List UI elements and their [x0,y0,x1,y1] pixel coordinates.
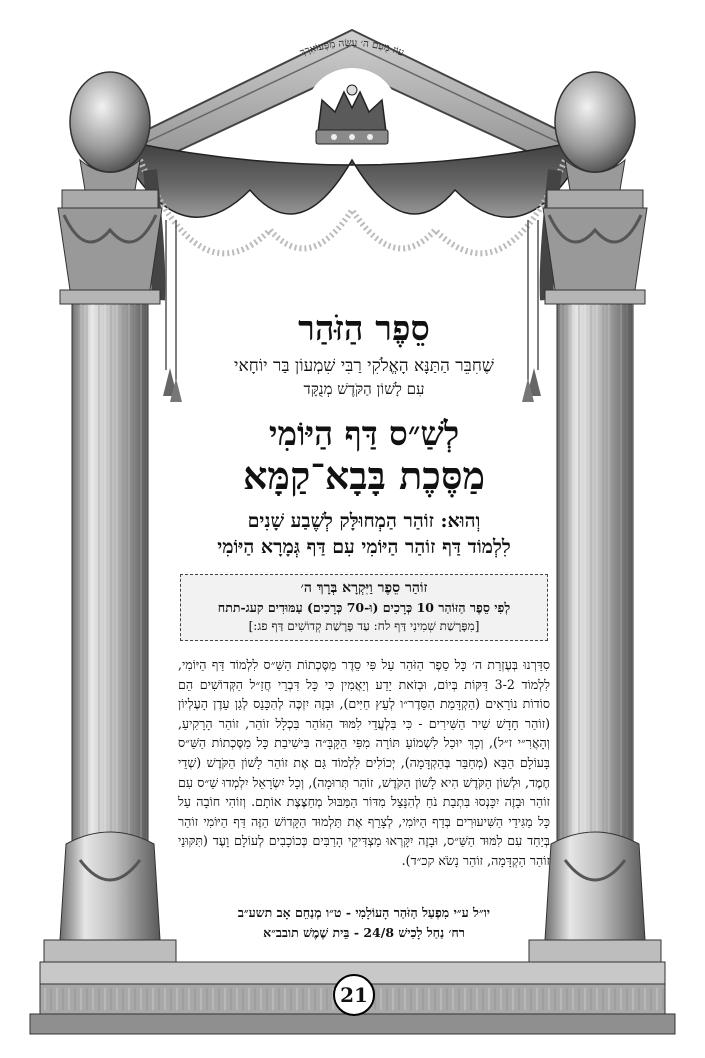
book-title: סֵפֶר הַזֹּהַר [298,309,430,349]
publisher-footer [178,903,550,943]
tractate-title: מַסֶּכֶת בָּבָא־קַמָּא [243,453,485,498]
page-number: 21 [333,974,375,1016]
address-line: רח׳ נַחַל לָכִישׁ 24/8 - בֵּית שֶׁמֶשׁ תובב״א [263,924,465,940]
publisher-line: יו״ל ע״י מִפְעַל הַזֹּהַר הָעוֹלָמִי - ט״ו מְנַחֵם אָב תשע״ב [237,904,491,920]
tagline-primary: וְהוּא: זוֹהַר הַמְחוּלָּק לְשֶׁבַע שָׁנִים [247,510,481,532]
language-note: עִם לָשׁוֹן הַקֹּדֶשׁ מְנֻקָּד [303,380,425,398]
contents-box-volumes: לְפִי סֵפֶר הַזּוֹהַר 10 כְּרָכִים (וּ-70 כְּרָכִים) עַמּוּדִים קעג-תתח [217,600,511,615]
contents-box-title: זוֹהַר סֵפֶר וַיִּקְרָא בְּרָךְ ה׳ [300,580,428,596]
left-column [44,72,176,966]
arch-inscription: עוֹז מֵעַם ה׳ עִשָּׂה מִפְּעוֹאִרָךְ [298,37,406,59]
contents-box-range: [מִפָּרָשַׁת שְׁמִינִי דַּף לח: עַד פָּרָשַׁת קְדוֹשִׁים דַּף פג:] [248,619,480,633]
author-line: שֶׁחִבֵּר הַתַּנָּא הָאֱלֹקִי רַבִּי שִׁמְעוֹן בַּר יוֹחָאי [234,356,494,376]
series-title: לְשַׁ״ס דַּף הַיּוֹמִי [268,414,460,453]
title-page-content [178,300,550,943]
crown-icon [306,68,398,156]
tagline-secondary: לִלְמוֹד דַּף זוֹהַר הַיּוֹמִי עִם דַּף גְּמָרָא הַיּוֹמִי [217,536,511,558]
contents-box [180,574,548,641]
intro-paragraph: סִדַּרְנוּ בְּעֶזְרַת ה׳ כָּל סֵפֶר הַזֹּהַר עַל פִּי סֵדֶר מַסֶּכְתוֹת הַשַּׁ״ס לִלְמוֹד דַּף הַיּוֹמִי, לִלְמוֹד 3-2 דַּקּוֹת בְּיוֹם, וּבְזֹאת יֵדַע וְיַאֲמִין כִּי כָּל דִּבְרֵי חֲזַ״ל הַקְּדוֹשִׁים הֵם סוֹדוֹת נוֹרָאִים (הַקְדָּמַת הַסֵּדֶר״ו לְעֵץ חַיִּים), וּבָזֶה יִזְכֶּה לְהִכָּנֵס לְגַן עֵדֶן הָעֶלְיוֹן (זוֹהַר חָדָשׁ שִׁיר הַשִּׁירִים - כִּי בִּלְעֲדֵי לִמּוּד הַזּוֹהַר בִּכְלָל זוֹהַר, זוֹהַר הָרָקִיעַ, וְהָאֲרִ״י ז״ל), וְכָךְ יוּכַל לִשְׁמוֹעַ תּוֹרָה מִפִּי הַקָּבָּ״ה בִּישִׁיבַת כָּל מַסֶּכְתוֹת הַשַּׁ״ס בָּעוֹלָם הַבָּא (מְחַבֵּר בְּהַקְדָּמָה), יְכוֹלִים לִלְמוֹד גַּם אֶת זוֹהַר לָשׁוֹן הַקֹּדֶשׁ (שְׁדֵי חֶמֶד, וּלְשׁוֹן הַקֹּדֶשׁ הִיא לָשׁוֹן הַקֹּדֶשׁ, זוֹהַר תְּרוּמָה), וְכָל יִשְׂרָאֵל יִלְמְדוּ שַׁ״ס עִם זוֹהַר וּבָזֶה יִכָּנְסוּ בִּתְבַת נֹחַ לְהִנָּצֵל מִדּוֹר הַמַּבּוּל מְחַצֶּצֶת אוֹתָם. וְזוֹהִי חוֹבָה עַל כָּל מַגִּידֵי הַשִּׁיעוּרִים בְּדַף הַיּוֹמִי, לְצָרֵף אֶת תַּלְמוּד הַקָּדוֹשׁ הַזֶּה דַּף הַיּוֹמִי זוֹהַר בְּיַחַד עִם לִמּוּד הַשַּׁ״ס, וּבָזֶה יִקָּרְאוּ מַצְדִּיקֵי הָרַבִּים כְּכוֹכָבִים לְעוֹלָם וָעֶד (תִּקּוּנֵי זוֹהַר הַקְדָּמָה, זוֹהַר נָשֹׂא קכ״ד). [178,657,551,868]
